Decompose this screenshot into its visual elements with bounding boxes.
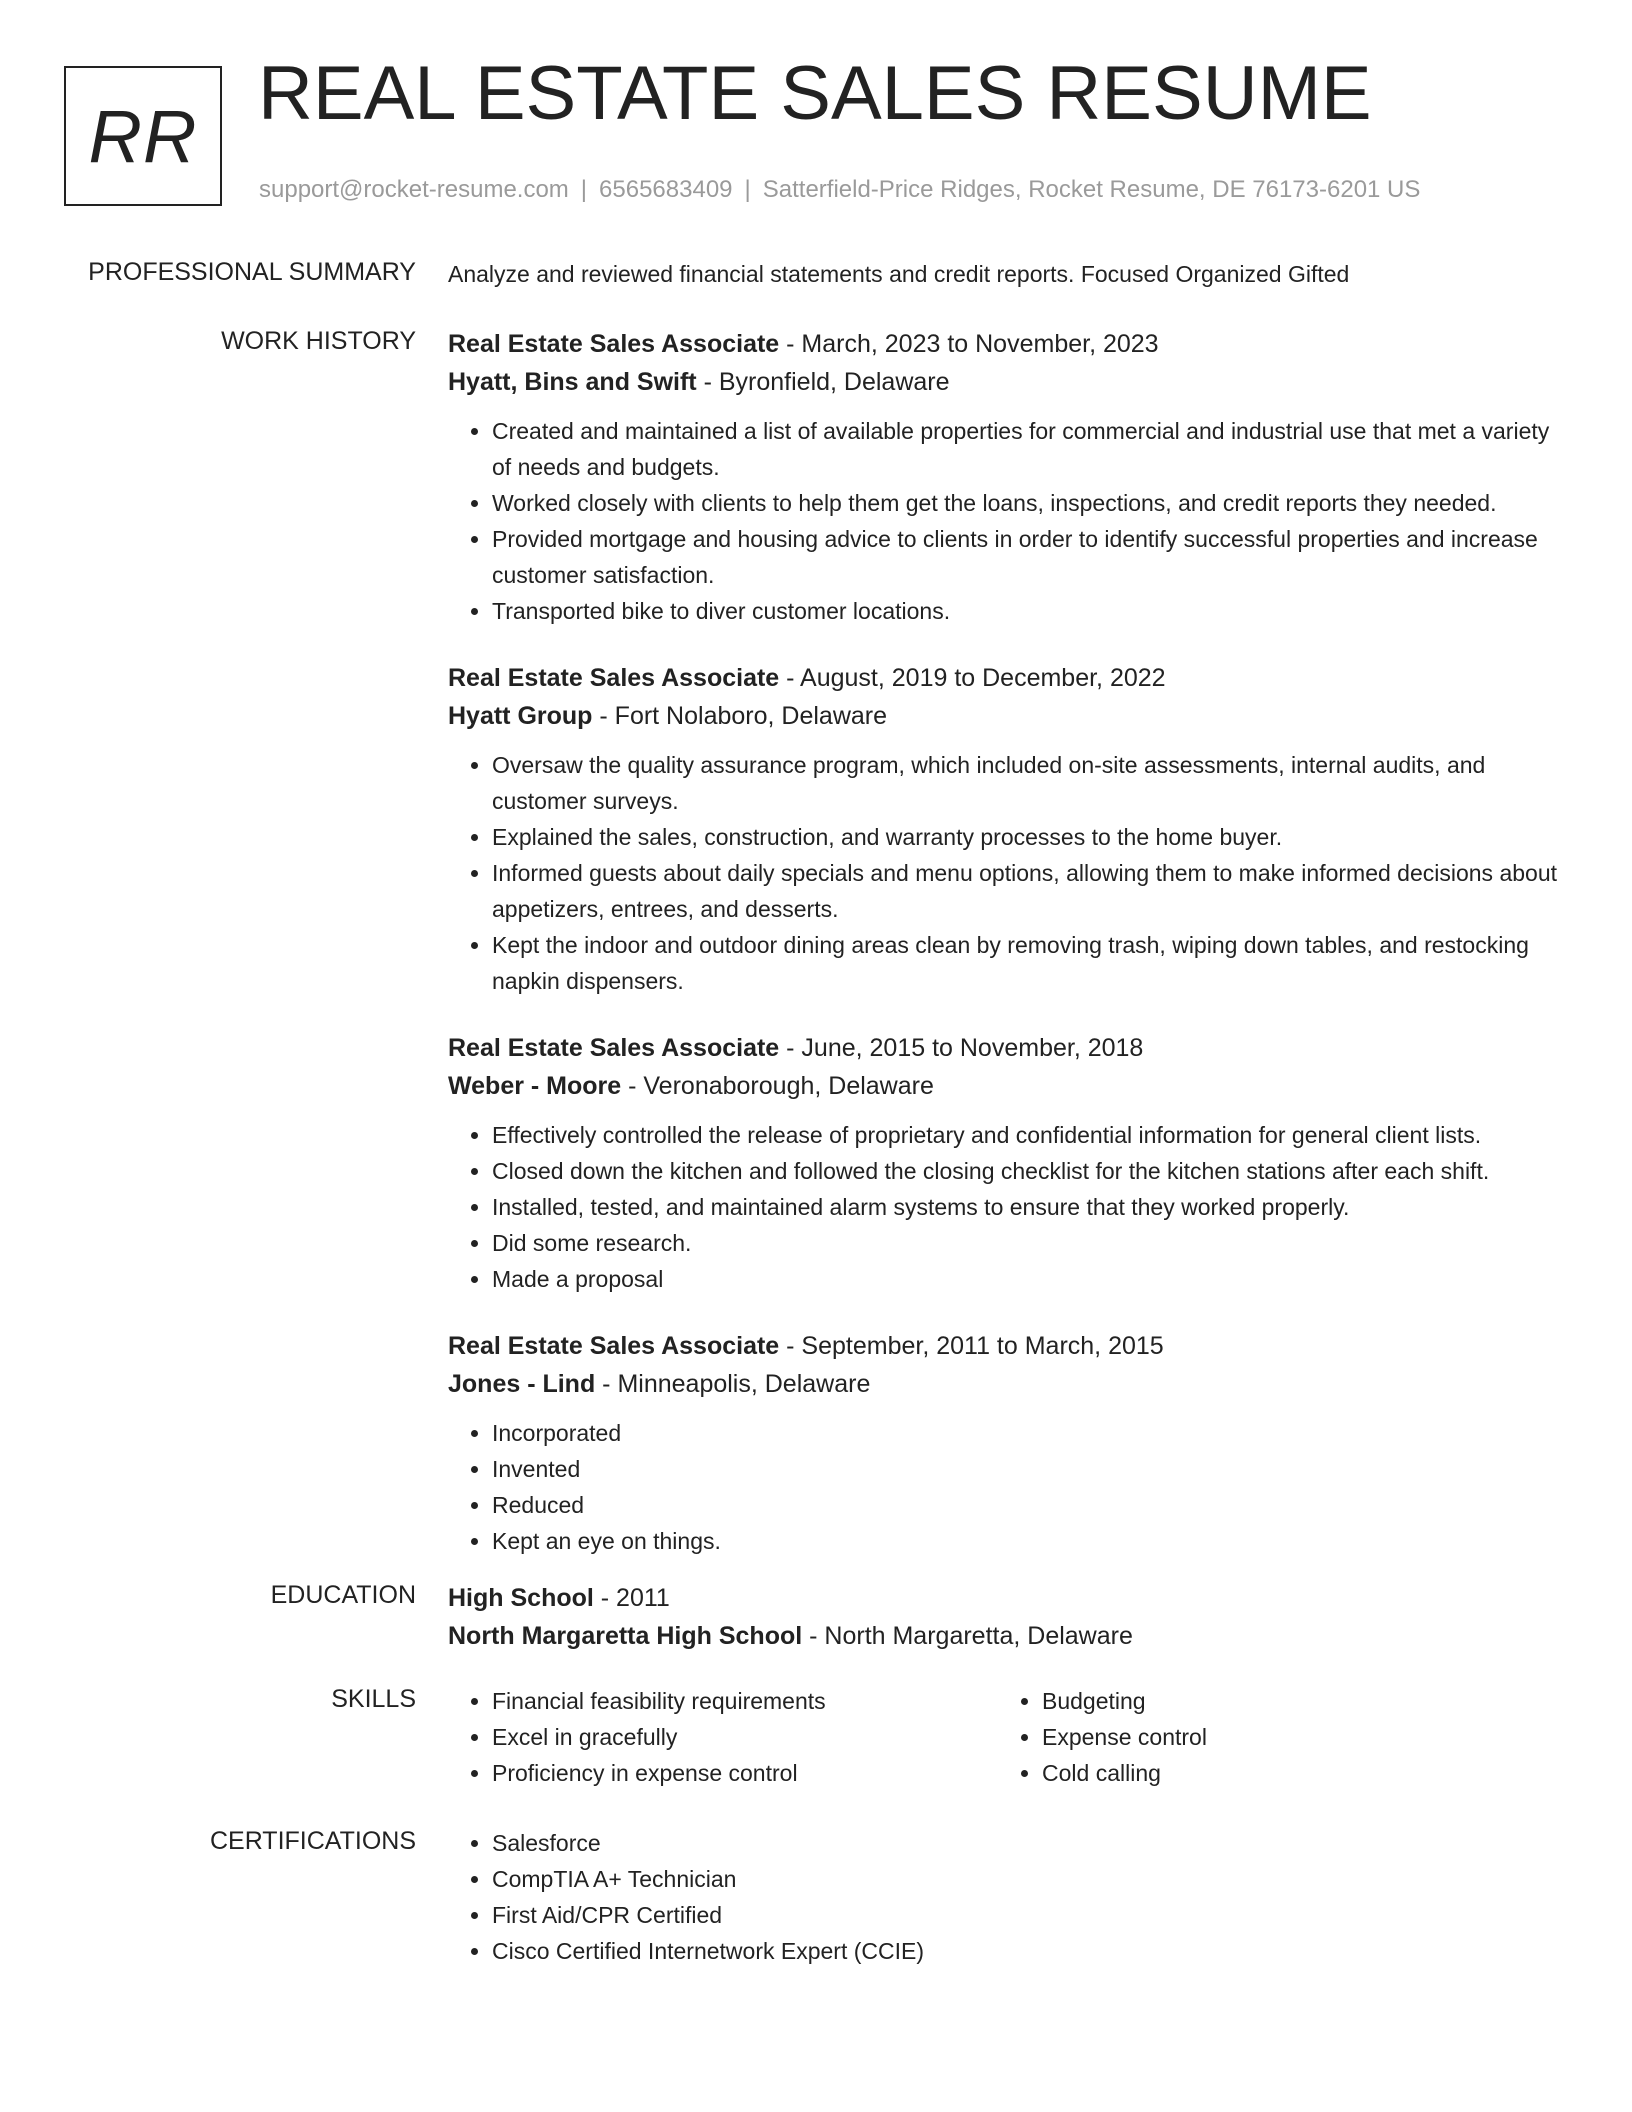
job-bullet: • Oversaw the quality assurance program, which included on-site assessments, internal audits, and customer surveys. xyxy=(492,747,1568,819)
job-bullet: • Effectively controlled the release of proprietary and confidential information for general client lists. xyxy=(492,1117,1568,1153)
contact-line xyxy=(259,176,1420,204)
job-bullet: • Informed guests about daily specials and menu options, allowing them to make informed decisions about appetizers, entrees, and desserts. xyxy=(492,855,1568,927)
skill-item: • Cold calling xyxy=(1042,1755,1548,1791)
job-dates: - August, 2019 to December, 2022 xyxy=(779,664,1166,692)
job-bullet: • Explained the sales, construction, and warranty processes to the home buyer. xyxy=(492,819,1568,855)
job-location: - Veronaborough, Delaware xyxy=(621,1072,934,1100)
education-location: - North Margaretta, Delaware xyxy=(802,1622,1133,1650)
contact-separator: | xyxy=(580,176,588,203)
job-bullet: • Transported bike to diver customer locations. xyxy=(492,593,1568,629)
certification-item: • First Aid/CPR Certified xyxy=(492,1897,1568,1933)
job-list xyxy=(448,325,1568,1579)
work-history-section xyxy=(0,325,1632,1579)
job-bullet: • Provided mortgage and housing advice to clients in order to identify successful properties and increase customer satisfaction. xyxy=(492,521,1568,593)
job-location: - Fort Nolaboro, Delaware xyxy=(592,702,888,730)
job-company: Hyatt, Bins and Swift xyxy=(448,368,697,396)
job-title: Real Estate Sales Associate xyxy=(448,1332,780,1360)
job-entry xyxy=(448,1029,1568,1297)
job-bullet: • Did some research. xyxy=(492,1225,1568,1261)
skill-item: • Proficiency in expense control xyxy=(492,1755,998,1791)
job-bullet: • Worked closely with clients to help them get the loans, inspections, and credit reports they needed. xyxy=(492,485,1568,521)
monogram-logo xyxy=(64,66,222,206)
section-label-education: EDUCATION xyxy=(270,1581,416,1609)
summary-text: Analyze and reviewed financial statements and credit reports. Focused Organized Gifted xyxy=(448,261,1350,287)
job-dates: - September, 2011 to March, 2015 xyxy=(779,1332,1164,1360)
section-label-summary: PROFESSIONAL SUMMARY xyxy=(88,258,416,286)
education-degree: High School xyxy=(448,1584,594,1612)
job-location: - Minneapolis, Delaware xyxy=(595,1370,871,1398)
job-company: Jones - Lind xyxy=(448,1370,596,1398)
monogram-text: RR xyxy=(88,94,198,178)
job-dates: - March, 2023 to November, 2023 xyxy=(779,330,1159,358)
skill-item: • Financial feasibility requirements xyxy=(492,1683,998,1719)
skill-item: • Expense control xyxy=(1042,1719,1548,1755)
education-section xyxy=(0,1579,1632,1655)
job-location: - Byronfield, Delaware xyxy=(696,368,950,396)
job-company: Hyatt Group xyxy=(448,702,593,730)
resume-sections xyxy=(0,256,1632,1969)
section-label-work-history: WORK HISTORY xyxy=(221,327,416,355)
job-company: Weber - Moore xyxy=(448,1072,622,1100)
job-dates: - June, 2015 to November, 2018 xyxy=(779,1034,1144,1062)
certification-item: • CompTIA A+ Technician xyxy=(492,1861,1568,1897)
section-label-certifications: CERTIFICATIONS xyxy=(209,1827,416,1855)
certifications-section xyxy=(0,1825,1632,1969)
skill-item: • Excel in gracefully xyxy=(492,1719,998,1755)
job-title: Real Estate Sales Associate xyxy=(448,330,780,358)
job-bullet: • Kept an eye on things. xyxy=(492,1523,1568,1559)
job-title: Real Estate Sales Associate xyxy=(448,1034,780,1062)
education-year: - 2011 xyxy=(593,1584,670,1612)
job-bullet: • Created and maintained a list of available properties for commercial and industrial use that met a variety of needs and budgets. xyxy=(492,413,1568,485)
job-bullet: • Kept the indoor and outdoor dining areas clean by removing trash, wiping down tables, and restocking napkin dispensers. xyxy=(492,927,1568,999)
job-bullet: • Closed down the kitchen and followed the closing checklist for the kitchen stations after each shift. xyxy=(492,1153,1568,1189)
skills-section xyxy=(0,1683,1632,1791)
job-bullet: • Invented xyxy=(492,1451,1568,1487)
summary-section xyxy=(0,256,1632,292)
contact-separator: | xyxy=(744,176,751,203)
certification-item: • Salesforce xyxy=(492,1825,1568,1861)
skill-item: • Budgeting xyxy=(1042,1683,1548,1719)
page-title: REAL ESTATE SALES RESUME xyxy=(258,51,1372,136)
job-entry xyxy=(448,325,1568,629)
education-school: North Margaretta High School xyxy=(448,1622,803,1650)
section-label-skills: SKILLS xyxy=(331,1685,416,1713)
contact-phone: 6565683409 xyxy=(599,176,733,203)
contact-address: Satterfield-Price Ridges, Rocket Resume, DE 76173-6201 US xyxy=(762,176,1421,203)
job-bullet: • Reduced xyxy=(492,1487,1568,1523)
job-entry xyxy=(448,1327,1568,1559)
job-bullet: • Made a proposal xyxy=(492,1261,1568,1297)
job-bullet: • Installed, tested, and maintained alarm systems to ensure that they worked properly. xyxy=(492,1189,1568,1225)
job-entry xyxy=(448,659,1568,999)
contact-email: support@rocket-resume.com xyxy=(259,176,569,203)
certification-item: • Cisco Certified Internetwork Expert (CCIE) xyxy=(492,1933,1568,1969)
job-title: Real Estate Sales Associate xyxy=(448,664,780,692)
job-bullet: • Incorporated xyxy=(492,1415,1568,1451)
